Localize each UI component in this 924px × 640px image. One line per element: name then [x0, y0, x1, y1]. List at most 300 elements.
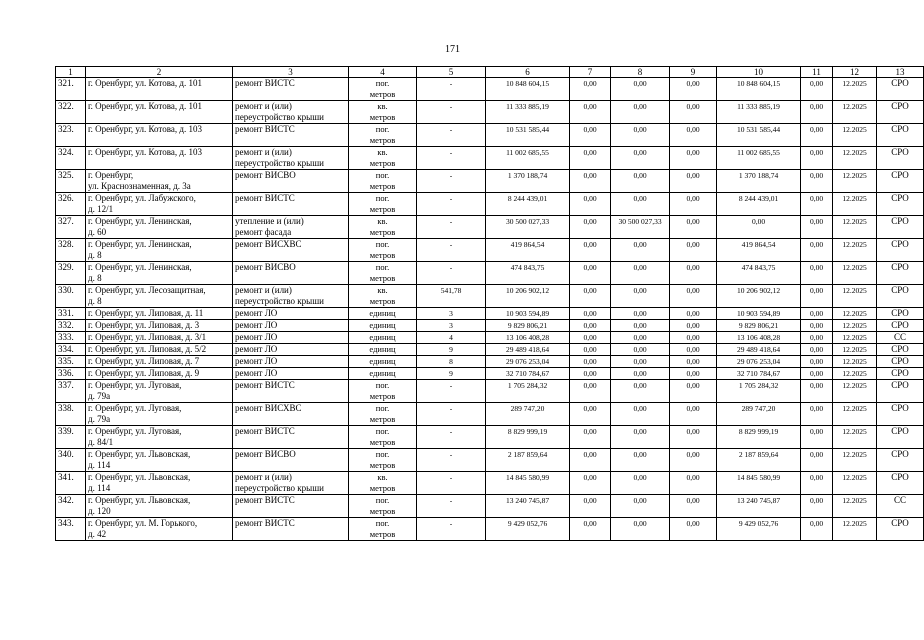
cell-line: единиц — [369, 344, 396, 354]
cell-work-type — [233, 308, 349, 320]
cell-address — [86, 368, 233, 380]
cell-fund-method: СРО — [877, 518, 924, 541]
cell-total-cost: 13 240 745,87 — [486, 495, 570, 518]
cell-other-funds: 0,00 — [801, 124, 833, 147]
cell-local-funds: 0,00 — [670, 216, 717, 239]
cell-completion-date: 12.2025 — [833, 380, 877, 403]
cell-quantity: - — [417, 449, 486, 472]
cell-regional-funds: 0,00 — [611, 426, 670, 449]
cell-owner-funds: 1 370 188,74 — [717, 170, 801, 193]
cell-completion-date: 12.2025 — [833, 495, 877, 518]
cell-address — [86, 449, 233, 472]
cell-owner-funds: 9 429 052,76 — [717, 518, 801, 541]
cell-unit — [349, 78, 417, 101]
cell-regional-funds: 0,00 — [611, 101, 670, 124]
cell-unit — [349, 344, 417, 356]
cell-line: г. Оренбург, ул. Ленинская, — [88, 262, 192, 272]
cell-fund-method: СРО — [877, 124, 924, 147]
cell-line: ремонт ВИСТС — [235, 193, 295, 203]
cell-quantity: - — [417, 426, 486, 449]
cell-federal-funds: 0,00 — [570, 147, 611, 170]
cell-line: д. 12/1 — [88, 204, 114, 214]
cell-federal-funds: 0,00 — [570, 216, 611, 239]
cell-line: г. Оренбург, ул. Котова, д. 101 — [88, 101, 202, 111]
cell-fund-method: СРО — [877, 320, 924, 332]
cell-line: д. 60 — [88, 227, 107, 237]
cell-fund-method: СРО — [877, 239, 924, 262]
cell-regional-funds: 0,00 — [611, 344, 670, 356]
cell-work-type — [233, 403, 349, 426]
cell-row-number: 332. — [56, 320, 86, 332]
cell-unit — [349, 170, 417, 193]
cell-address — [86, 426, 233, 449]
cell-line: переустройство крыши — [235, 112, 324, 122]
cell-completion-date: 12.2025 — [833, 449, 877, 472]
cell-address — [86, 472, 233, 495]
cell-row-number: 328. — [56, 239, 86, 262]
cell-local-funds: 0,00 — [670, 344, 717, 356]
cell-work-type — [233, 518, 349, 541]
cell-completion-date: 12.2025 — [833, 472, 877, 495]
cell-line: г. Оренбург, — [88, 170, 134, 180]
column-header-8: 8 — [611, 67, 670, 78]
cell-work-type — [233, 426, 349, 449]
table-row — [56, 147, 924, 170]
cell-total-cost: 8 829 999,19 — [486, 426, 570, 449]
cell-unit — [349, 495, 417, 518]
cell-other-funds: 0,00 — [801, 380, 833, 403]
cell-line: единиц — [369, 332, 396, 342]
table-row — [56, 216, 924, 239]
cell-fund-method: СРО — [877, 368, 924, 380]
table-row — [56, 449, 924, 472]
table-row — [56, 495, 924, 518]
cell-row-number: 329. — [56, 262, 86, 285]
cell-completion-date: 12.2025 — [833, 308, 877, 320]
cell-line: г. Оренбург, ул. Луговая, — [88, 380, 182, 390]
column-header-4: 4 — [349, 67, 417, 78]
cell-local-funds: 0,00 — [670, 170, 717, 193]
cell-line: г. Оренбург, ул. Львовская, — [88, 495, 191, 505]
cell-work-type — [233, 262, 349, 285]
cell-completion-date: 12.2025 — [833, 124, 877, 147]
cell-fund-method: СРО — [877, 344, 924, 356]
cell-unit — [349, 518, 417, 541]
cell-line: метров — [369, 414, 396, 424]
cell-line: г. Оренбург, ул. Котова, д. 103 — [88, 147, 202, 157]
cell-quantity: 8 — [417, 356, 486, 368]
cell-row-number: 325. — [56, 170, 86, 193]
cell-completion-date: 12.2025 — [833, 332, 877, 344]
cell-completion-date: 12.2025 — [833, 368, 877, 380]
table-row — [56, 380, 924, 403]
cell-fund-method: СРО — [877, 193, 924, 216]
cell-local-funds: 0,00 — [670, 380, 717, 403]
cell-owner-funds: 14 845 580,99 — [717, 472, 801, 495]
cell-completion-date: 12.2025 — [833, 239, 877, 262]
cell-line: метров — [369, 227, 396, 237]
cell-unit — [349, 356, 417, 368]
cell-other-funds: 0,00 — [801, 193, 833, 216]
cell-total-cost: 30 500 027,33 — [486, 216, 570, 239]
cell-other-funds: 0,00 — [801, 78, 833, 101]
cell-address — [86, 518, 233, 541]
cell-line: г. Оренбург, ул. Луговая, — [88, 403, 182, 413]
cell-local-funds: 0,00 — [670, 472, 717, 495]
cell-owner-funds: 13 106 408,28 — [717, 332, 801, 344]
cell-address — [86, 78, 233, 101]
cell-total-cost: 14 845 580,99 — [486, 472, 570, 495]
cell-owner-funds: 8 244 439,01 — [717, 193, 801, 216]
cell-regional-funds: 0,00 — [611, 449, 670, 472]
cell-regional-funds: 0,00 — [611, 472, 670, 495]
cell-quantity: - — [417, 518, 486, 541]
cell-quantity: - — [417, 495, 486, 518]
cell-line: метров — [369, 135, 396, 145]
cell-regional-funds: 0,00 — [611, 170, 670, 193]
cell-fund-method: СРО — [877, 101, 924, 124]
cell-federal-funds: 0,00 — [570, 403, 611, 426]
table-row — [56, 262, 924, 285]
cell-line: кв. — [377, 101, 388, 111]
table-row — [56, 285, 924, 308]
cell-completion-date: 12.2025 — [833, 193, 877, 216]
cell-line: переустройство крыши — [235, 296, 324, 306]
cell-quantity: - — [417, 170, 486, 193]
cell-line: г. Оренбург, ул. Котова, д. 103 — [88, 124, 202, 134]
column-header-13: 13 — [877, 67, 924, 78]
table-row — [56, 356, 924, 368]
cell-line: д. 8 — [88, 296, 102, 306]
table-row — [56, 308, 924, 320]
cell-row-number: 334. — [56, 344, 86, 356]
cell-line: ремонт ЛО — [235, 344, 278, 354]
cell-line: кв. — [377, 285, 388, 295]
cell-regional-funds: 0,00 — [611, 285, 670, 308]
cell-owner-funds: 10 903 594,89 — [717, 308, 801, 320]
cell-regional-funds: 0,00 — [611, 518, 670, 541]
cell-row-number: 322. — [56, 101, 86, 124]
cell-line: ремонт ВИСХВС — [235, 239, 302, 249]
cell-line: д. 120 — [88, 506, 111, 516]
cell-address — [86, 170, 233, 193]
cell-line: г. Оренбург, ул. Лесозащитная, — [88, 285, 206, 295]
cell-federal-funds: 0,00 — [570, 193, 611, 216]
cell-total-cost: 29 076 253,04 — [486, 356, 570, 368]
cell-federal-funds: 0,00 — [570, 368, 611, 380]
cell-completion-date: 12.2025 — [833, 147, 877, 170]
table-row — [56, 518, 924, 541]
cell-owner-funds: 419 864,54 — [717, 239, 801, 262]
cell-line: г. Оренбург, ул. Львовская, — [88, 449, 191, 459]
cell-work-type — [233, 285, 349, 308]
column-header-3: 3 — [233, 67, 349, 78]
cell-row-number: 339. — [56, 426, 86, 449]
column-header-1: 1 — [56, 67, 86, 78]
cell-other-funds: 0,00 — [801, 147, 833, 170]
cell-owner-funds: 10 206 902,12 — [717, 285, 801, 308]
cell-line: г. Оренбург, ул. Котова, д. 101 — [88, 78, 202, 88]
cell-owner-funds: 289 747,20 — [717, 403, 801, 426]
cell-line: г. Оренбург, ул. Лабужского, — [88, 193, 196, 203]
cell-work-type — [233, 472, 349, 495]
table-row — [56, 472, 924, 495]
cell-owner-funds: 2 187 859,64 — [717, 449, 801, 472]
cell-line: ремонт ВИСТС — [235, 518, 295, 528]
cell-owner-funds: 29 489 418,64 — [717, 344, 801, 356]
cell-line: пог. — [375, 518, 390, 528]
cell-line: ремонт ВИСТС — [235, 78, 295, 88]
cell-line: пог. — [375, 380, 390, 390]
cell-row-number: 321. — [56, 78, 86, 101]
cell-line: ремонт и (или) — [235, 472, 292, 482]
cell-federal-funds: 0,00 — [570, 101, 611, 124]
table-row — [56, 101, 924, 124]
cell-other-funds: 0,00 — [801, 216, 833, 239]
cell-federal-funds: 0,00 — [570, 262, 611, 285]
cell-row-number: 326. — [56, 193, 86, 216]
cell-federal-funds: 0,00 — [570, 356, 611, 368]
table-row — [56, 78, 924, 101]
cell-address — [86, 495, 233, 518]
cell-total-cost: 9 829 806,21 — [486, 320, 570, 332]
cell-regional-funds: 0,00 — [611, 356, 670, 368]
column-header-5: 5 — [417, 67, 486, 78]
cell-line: ремонт ВИСТС — [235, 124, 295, 134]
cell-line: г. Оренбург, ул. Липовая, д. 7 — [88, 356, 200, 366]
cell-address — [86, 403, 233, 426]
cell-line: д. 79а — [88, 391, 111, 401]
cell-completion-date: 12.2025 — [833, 101, 877, 124]
cell-other-funds: 0,00 — [801, 368, 833, 380]
cell-quantity: 3 — [417, 320, 486, 332]
cell-total-cost: 2 187 859,64 — [486, 449, 570, 472]
cell-line: кв. — [377, 147, 388, 157]
cell-line: ремонт ЛО — [235, 356, 278, 366]
cell-owner-funds: 29 076 253,04 — [717, 356, 801, 368]
cell-line: ремонт ВИСХВС — [235, 403, 302, 413]
column-header-7: 7 — [570, 67, 611, 78]
cell-row-number: 338. — [56, 403, 86, 426]
cell-quantity: - — [417, 78, 486, 101]
cell-address — [86, 101, 233, 124]
cell-completion-date: 12.2025 — [833, 285, 877, 308]
cell-work-type — [233, 78, 349, 101]
cell-total-cost: 10 531 585,44 — [486, 124, 570, 147]
cell-federal-funds: 0,00 — [570, 124, 611, 147]
cell-completion-date: 12.2025 — [833, 320, 877, 332]
cell-federal-funds: 0,00 — [570, 320, 611, 332]
cell-federal-funds: 0,00 — [570, 78, 611, 101]
cell-local-funds: 0,00 — [670, 320, 717, 332]
cell-local-funds: 0,00 — [670, 449, 717, 472]
cell-fund-method: СРО — [877, 308, 924, 320]
cell-quantity: - — [417, 239, 486, 262]
cell-completion-date: 12.2025 — [833, 216, 877, 239]
cell-completion-date: 12.2025 — [833, 426, 877, 449]
cell-row-number: 327. — [56, 216, 86, 239]
cell-fund-method: СРО — [877, 147, 924, 170]
cell-line: ремонт ЛО — [235, 320, 278, 330]
cell-quantity: - — [417, 147, 486, 170]
cell-unit — [349, 285, 417, 308]
cell-line: переустройство крыши — [235, 158, 324, 168]
cell-address — [86, 216, 233, 239]
cell-line: ремонт ЛО — [235, 368, 278, 378]
cell-address — [86, 344, 233, 356]
cell-line: д. 8 — [88, 273, 102, 283]
cell-row-number: 343. — [56, 518, 86, 541]
cell-quantity: 541,78 — [417, 285, 486, 308]
cell-federal-funds: 0,00 — [570, 285, 611, 308]
cell-line: ремонт ВИСТС — [235, 380, 295, 390]
cell-line: г. Оренбург, ул. Липовая, д. 3 — [88, 320, 200, 330]
cell-completion-date: 12.2025 — [833, 344, 877, 356]
cell-local-funds: 0,00 — [670, 403, 717, 426]
cell-unit — [349, 472, 417, 495]
cell-total-cost: 13 106 408,28 — [486, 332, 570, 344]
cell-line: г. Оренбург, ул. Ленинская, — [88, 216, 192, 226]
cell-unit — [349, 320, 417, 332]
cell-line: кв. — [377, 216, 388, 226]
cell-owner-funds: 10 848 604,15 — [717, 78, 801, 101]
cell-federal-funds: 0,00 — [570, 426, 611, 449]
cell-local-funds: 0,00 — [670, 147, 717, 170]
cell-local-funds: 0,00 — [670, 356, 717, 368]
cell-work-type — [233, 449, 349, 472]
cell-line: д. 42 — [88, 529, 107, 539]
cell-regional-funds: 0,00 — [611, 368, 670, 380]
cell-regional-funds: 0,00 — [611, 239, 670, 262]
cell-total-cost: 32 710 784,67 — [486, 368, 570, 380]
cell-line: пог. — [375, 426, 390, 436]
cell-total-cost: 474 843,75 — [486, 262, 570, 285]
cell-line: метров — [369, 89, 396, 99]
cell-line: пог. — [375, 78, 390, 88]
cell-line: утепление и (или) — [235, 216, 304, 226]
cell-fund-method: СРО — [877, 426, 924, 449]
cell-local-funds: 0,00 — [670, 78, 717, 101]
cell-work-type — [233, 193, 349, 216]
cell-federal-funds: 0,00 — [570, 308, 611, 320]
cell-line: метров — [369, 391, 396, 401]
cell-address — [86, 147, 233, 170]
cell-line: ремонт и (или) — [235, 101, 292, 111]
cell-completion-date: 12.2025 — [833, 356, 877, 368]
cell-fund-method: СРО — [877, 356, 924, 368]
cell-local-funds: 0,00 — [670, 285, 717, 308]
column-header-11: 11 — [801, 67, 833, 78]
cell-line: метров — [369, 506, 396, 516]
cell-quantity: - — [417, 262, 486, 285]
cell-other-funds: 0,00 — [801, 308, 833, 320]
cell-completion-date: 12.2025 — [833, 403, 877, 426]
cell-address — [86, 308, 233, 320]
cell-federal-funds: 0,00 — [570, 518, 611, 541]
cell-line: ул. Краснознаменная, д. 3а — [88, 181, 191, 191]
cell-federal-funds: 0,00 — [570, 332, 611, 344]
cell-work-type — [233, 239, 349, 262]
cell-line: единиц — [369, 368, 396, 378]
cell-quantity: - — [417, 216, 486, 239]
column-header-6: 6 — [486, 67, 570, 78]
cell-regional-funds: 0,00 — [611, 380, 670, 403]
cell-other-funds: 0,00 — [801, 332, 833, 344]
cell-line: метров — [369, 437, 396, 447]
cell-local-funds: 0,00 — [670, 262, 717, 285]
cell-regional-funds: 0,00 — [611, 332, 670, 344]
cell-total-cost: 1 370 188,74 — [486, 170, 570, 193]
cell-total-cost: 11 333 885,19 — [486, 101, 570, 124]
cell-local-funds: 0,00 — [670, 239, 717, 262]
cell-work-type — [233, 495, 349, 518]
cell-row-number: 335. — [56, 356, 86, 368]
cell-total-cost: 10 848 604,15 — [486, 78, 570, 101]
cell-other-funds: 0,00 — [801, 449, 833, 472]
cell-other-funds: 0,00 — [801, 262, 833, 285]
cell-regional-funds: 0,00 — [611, 78, 670, 101]
cell-local-funds: 0,00 — [670, 426, 717, 449]
cell-quantity: 9 — [417, 344, 486, 356]
cell-line: г. Оренбург, ул. Львовская, — [88, 472, 191, 482]
cell-fund-method: СС — [877, 332, 924, 344]
cell-owner-funds: 474 843,75 — [717, 262, 801, 285]
cell-row-number: 330. — [56, 285, 86, 308]
cell-completion-date: 12.2025 — [833, 518, 877, 541]
cell-line: ремонт ЛО — [235, 332, 278, 342]
cell-quantity: 3 — [417, 308, 486, 320]
cell-regional-funds: 30 500 027,33 — [611, 216, 670, 239]
cell-local-funds: 0,00 — [670, 518, 717, 541]
header-row — [56, 67, 924, 78]
cell-owner-funds: 10 531 585,44 — [717, 124, 801, 147]
page-number: 171 — [445, 44, 460, 55]
cell-line: г. Оренбург, ул. Липовая, д. 5/2 — [88, 344, 207, 354]
cell-line: г. Оренбург, ул. М. Горького, — [88, 518, 198, 528]
cell-quantity: - — [417, 124, 486, 147]
cell-total-cost: 8 244 439,01 — [486, 193, 570, 216]
cell-owner-funds: 8 829 999,19 — [717, 426, 801, 449]
cell-local-funds: 0,00 — [670, 308, 717, 320]
column-header-10: 10 — [717, 67, 801, 78]
cell-fund-method: СРО — [877, 170, 924, 193]
cell-fund-method: СРО — [877, 380, 924, 403]
cell-fund-method: СРО — [877, 472, 924, 495]
cell-line: д. 8 — [88, 250, 102, 260]
cell-quantity: - — [417, 472, 486, 495]
cell-local-funds: 0,00 — [670, 124, 717, 147]
cell-line: д. 114 — [88, 483, 111, 493]
cell-row-number: 341. — [56, 472, 86, 495]
cell-local-funds: 0,00 — [670, 495, 717, 518]
cell-fund-method: СРО — [877, 285, 924, 308]
table-row — [56, 320, 924, 332]
cell-work-type — [233, 101, 349, 124]
cell-other-funds: 0,00 — [801, 320, 833, 332]
cell-line: метров — [369, 181, 396, 191]
cell-line: пог. — [375, 193, 390, 203]
cell-address — [86, 320, 233, 332]
column-header-12: 12 — [833, 67, 877, 78]
cell-address — [86, 356, 233, 368]
cell-quantity: - — [417, 403, 486, 426]
cell-unit — [349, 449, 417, 472]
cell-row-number: 324. — [56, 147, 86, 170]
table-body — [56, 78, 924, 541]
cell-federal-funds: 0,00 — [570, 239, 611, 262]
cell-line: г. Оренбург, ул. Луговая, — [88, 426, 182, 436]
cell-line: переустройство крыши — [235, 483, 324, 493]
